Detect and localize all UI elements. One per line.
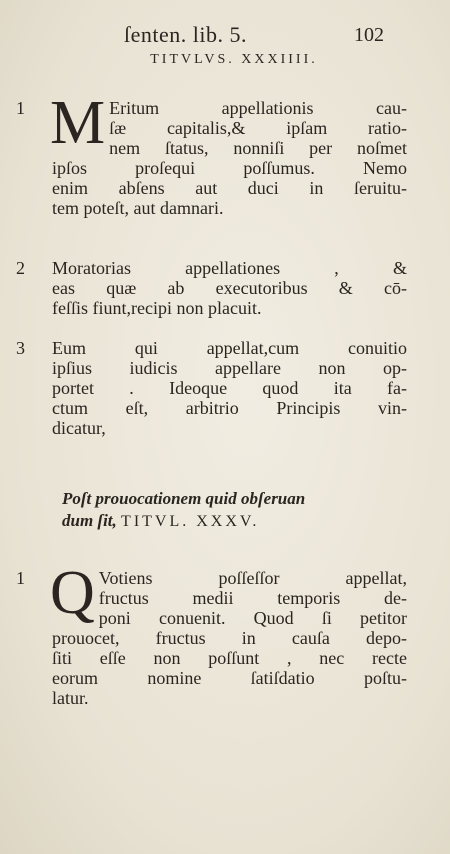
paragraph-number: 1	[16, 568, 25, 588]
text-line: dicatur,	[52, 418, 106, 438]
paragraph-3	[16, 338, 407, 438]
text-line: eorum nomine ſatiſdatio poſtu-	[52, 668, 407, 688]
text-line: prouocet, fructus in cauſa depo-	[52, 628, 407, 648]
text-line: Eum qui appellat,cum conuitio	[52, 338, 407, 358]
titulus-heading: TITVL. XXXV.	[121, 513, 260, 530]
paragraph-1	[16, 89, 407, 218]
text-line: portet . Ideoque quod ita fa-	[52, 378, 407, 398]
paragraph-2	[16, 258, 407, 318]
paragraph-number: 1	[16, 98, 25, 118]
rubric-line: Poſt prouocationem quid obſeruan	[62, 489, 306, 508]
paragraph-number: 2	[16, 258, 25, 278]
text-line: ſæ capitalis,& ipſam ratio-	[109, 118, 407, 138]
text-line: ipſos proſequi poſſumus. Nemo	[52, 158, 407, 178]
titulus-heading: TITVLVS. XXXIIII.	[150, 52, 318, 67]
text-line: eas quæ ab executoribus & cō-	[52, 278, 407, 298]
text-line: ipſius iudicis appellare non op-	[52, 358, 407, 378]
section-rubric	[62, 488, 422, 533]
text-line: ctum eſt, arbitrio Principis vin-	[52, 398, 407, 418]
text-line: poni conuenit. Quod ſi petitor	[98, 608, 407, 628]
text-line: Eritum appellationis cau-	[109, 98, 407, 118]
rubric-line: dum ſit,	[62, 511, 117, 530]
text-line: fructus medii temporis de-	[98, 588, 407, 608]
text-line: ſiti eſſe non poſſunt , nec recte	[52, 648, 407, 668]
paragraph-number: 3	[16, 338, 25, 358]
text-line: feſſis fiunt,recipi non placuit.	[52, 298, 262, 318]
text-line: Votiens poſſeſſor appellat,	[98, 568, 407, 588]
running-title: ſenten. lib. 5.	[124, 22, 247, 47]
text-line: Moratorias appellationes , &	[52, 258, 407, 278]
text-line: nem ſtatus, nonniſi per noſmet	[109, 138, 407, 158]
drop-initial: M	[50, 89, 106, 157]
text-line: latur.	[52, 688, 89, 708]
text-line: enim abſens aut duci in ſeruitu-	[52, 178, 407, 198]
paragraph-4	[16, 559, 407, 708]
page-header	[124, 22, 384, 50]
drop-initial: Q	[50, 559, 95, 627]
text-line: tem poteſt, aut damnari.	[52, 198, 224, 218]
folio-number: 102	[354, 24, 384, 46]
